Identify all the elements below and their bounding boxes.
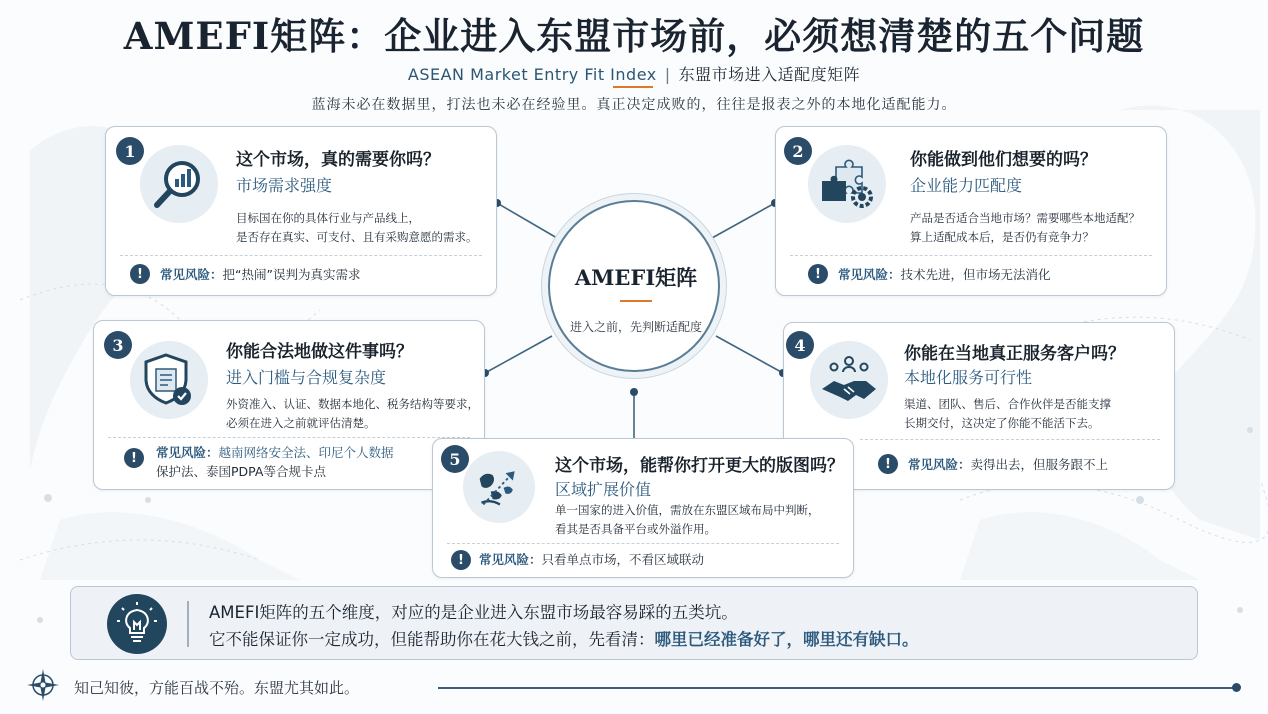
card-4-description: 渠道、团队、售后、合作伙伴是否能支撑 长期交付，这决定了你能不能活下去。 [904,397,1111,430]
card-1-question: 这个市场，真的需要你吗？ [236,150,440,170]
card-3-divider [108,437,470,438]
card-4-question: 你能在当地真正服务客户吗？ [904,344,1125,364]
number-badge-4: 4 [786,331,814,359]
page-title: AMEFI矩阵：企业进入东盟市场前，必须想清楚的五个问题 [123,14,1145,58]
number-badge-5: 5 [441,445,469,473]
card-3-dimension: 进入门槛与合规复杂度 [226,368,387,387]
subtitle-english: ASEAN Market Entry Fit Index [407,65,657,84]
magnifier-chart-icon [140,145,218,223]
card-1-divider [120,255,482,256]
summary-panel [70,586,1198,660]
card-3-description: 外资准入、认证、数据本地化、税务结构等要求， 必须在进入之前就评估清楚。 [226,397,479,430]
tagline: 蓝海未必在数据里，打法也未必在经验里。真正决定成败的，往往是报表之外的本地化适配能力。 [311,97,957,113]
number-badge-2: 2 [784,137,812,165]
card-1-dimension: 市场需求强度 [236,176,333,195]
card-compliance [93,320,485,490]
card-5-description: 单一国家的进入价值，需放在东盟区域布局中判断， 看其是否具备平台或外溢作用。 [555,503,820,536]
card-2-dimension: 企业能力匹配度 [910,176,1023,195]
warning-icon: ! [451,550,471,570]
card-3-risk: 常见风险：越南网络安全法、印尼个人数据 保护法、泰国PDPA等合规卡点 [156,445,394,479]
summary-divider [187,601,189,647]
card-5-divider [447,543,839,544]
warning-icon: ! [878,454,898,474]
card-4-risk: 常见风险：卖得出去，但服务跟不上 [908,457,1109,472]
region-map-arrow-icon [463,451,535,523]
lightbulb-icon [107,594,167,654]
card-2-question: 你能做到他们想要的吗？ [910,150,1097,170]
footer-line-end-dot [1232,683,1241,692]
card-5-dimension: 区域扩展价值 [555,480,652,499]
card-5-risk: 常见风险：只看单点市场，不看区域联动 [479,552,705,567]
subtitle-chinese: 东盟市场进入适配度矩阵 [678,65,861,84]
card-4-dimension: 本地化服务可行性 [904,368,1033,387]
card-2-risk: 常见风险：技术先进，但市场无法消化 [838,267,1051,282]
puzzle-gear-icon [808,145,886,223]
number-badge-1: 1 [116,137,144,165]
subtitle-separator: | [664,65,671,84]
card-3-question: 你能合法地做这件事吗？ [226,342,413,362]
compass-icon [26,668,60,702]
footer-motto: 知己知彼，方能百战不殆。东盟尤其如此。 [74,679,360,697]
shield-document-icon [130,341,208,419]
card-4-divider [860,439,1160,440]
card-5-question: 这个市场，能帮你打开更大的版图吗？ [555,456,844,476]
amefi-hub [548,200,720,372]
warning-icon: ! [808,264,828,284]
card-1-risk: 常见风险：把“热闹”误判为真实需求 [160,267,361,282]
card-market-demand [105,126,497,296]
card-regional-expansion [432,438,854,578]
number-badge-3: 3 [104,331,132,359]
card-2-divider [790,255,1152,256]
summary-line-2: 它不能保证你一定成功，但能帮助你在花大钱之前，先看清：哪里已经准备好了，哪里还有缺口。 [209,630,919,649]
warning-icon: ! [130,264,150,284]
card-2-description: 产品是否适合当地市场？需要哪些本地适配？ 算上适配成本后，是否仍有竞争力？ [910,211,1140,244]
card-capability-match [775,126,1167,296]
handshake-people-icon [810,341,888,419]
hub-title: AMEFI矩阵 [574,265,698,290]
hub-accent-line [620,300,652,302]
warning-icon: ! [124,448,144,468]
summary-line-1: AMEFI矩阵的五个维度，对应的是企业进入东盟市场最容易踩的五类坑。 [209,603,738,622]
hub-subtitle: 进入之前，先判断适配度 [569,320,702,334]
footer-line [438,687,1234,689]
card-1-description: 目标国在你的具体行业与产品线上， 是否存在真实、可支付、且有采购意愿的需求。 [236,211,478,244]
